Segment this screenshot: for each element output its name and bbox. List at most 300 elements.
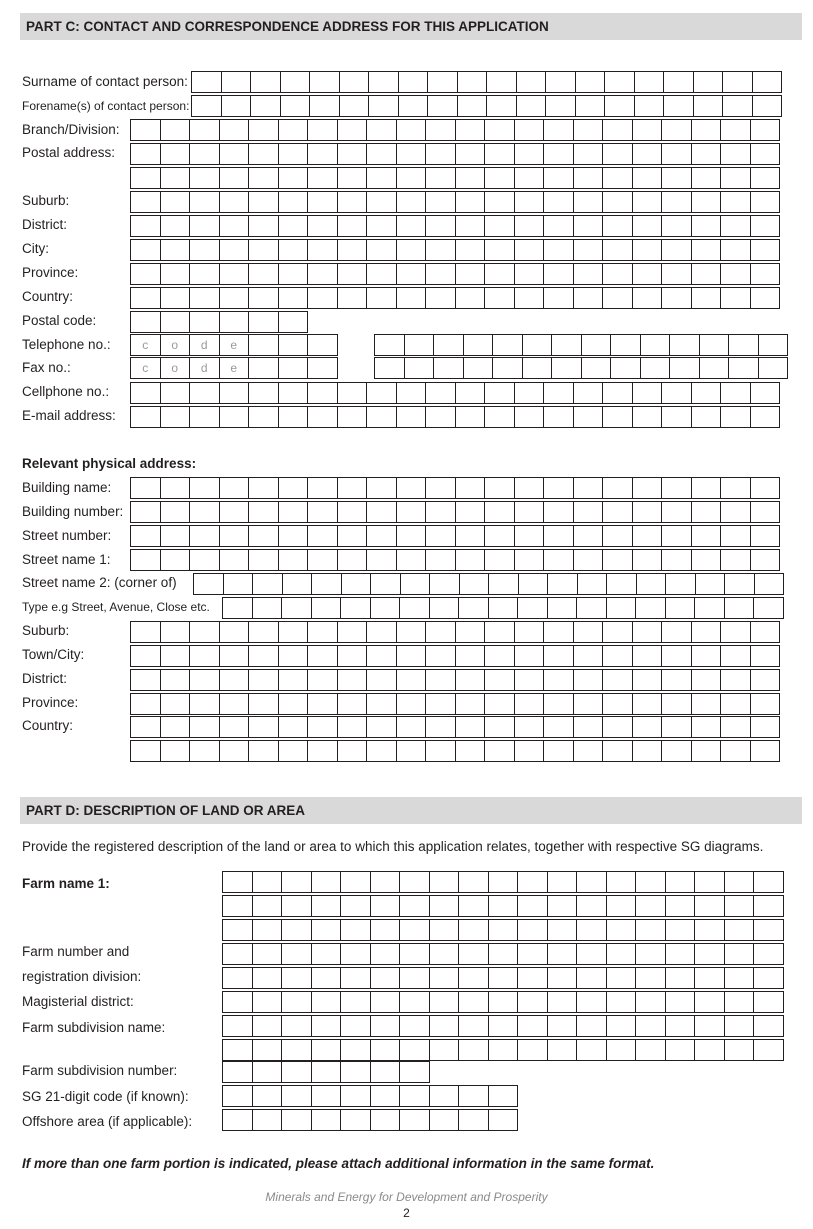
character-box[interactable] (661, 669, 692, 691)
character-box[interactable] (720, 191, 751, 213)
character-box[interactable] (370, 1109, 401, 1131)
character-box[interactable] (278, 382, 309, 404)
character-box[interactable] (632, 191, 663, 213)
character-box[interactable] (252, 1015, 283, 1037)
character-box[interactable] (252, 895, 283, 917)
character-box[interactable] (573, 740, 604, 762)
character-box[interactable] (691, 406, 722, 428)
character-box[interactable] (311, 597, 342, 619)
character-box[interactable] (130, 501, 161, 523)
subdivision-name-field-2[interactable] (222, 1039, 784, 1061)
character-box[interactable] (191, 95, 222, 117)
character-box[interactable] (577, 573, 608, 595)
character-box[interactable] (720, 406, 751, 428)
character-box[interactable] (573, 501, 604, 523)
character-box[interactable] (484, 525, 515, 547)
character-box[interactable] (399, 967, 430, 989)
surname-field[interactable] (191, 71, 782, 93)
character-box[interactable] (219, 693, 250, 715)
character-box[interactable] (368, 95, 399, 117)
postal-address-field-1[interactable] (130, 143, 780, 165)
character-box[interactable] (130, 406, 161, 428)
character-box[interactable] (694, 1015, 725, 1037)
character-box[interactable] (575, 71, 606, 93)
character-box[interactable] (547, 991, 578, 1013)
character-box[interactable] (340, 991, 371, 1013)
character-box[interactable] (547, 573, 578, 595)
character-box[interactable] (425, 382, 456, 404)
character-box[interactable] (543, 263, 574, 285)
character-box[interactable] (307, 406, 338, 428)
character-box[interactable] (691, 740, 722, 762)
character-box[interactable] (635, 919, 666, 941)
character-box[interactable] (750, 525, 781, 547)
character-box[interactable] (632, 239, 663, 261)
character-box[interactable] (311, 871, 342, 893)
character-box[interactable] (219, 549, 250, 571)
character-box[interactable] (399, 1015, 430, 1037)
character-box[interactable] (455, 669, 486, 691)
character-box[interactable] (750, 143, 781, 165)
character-box[interactable] (248, 477, 279, 499)
character-box[interactable] (573, 287, 604, 309)
character-box[interactable] (425, 167, 456, 189)
character-box[interactable] (396, 382, 427, 404)
character-box[interactable] (398, 71, 429, 93)
character-box[interactable] (455, 167, 486, 189)
street-name-2-field[interactable] (193, 573, 784, 595)
character-box[interactable] (340, 1039, 371, 1061)
character-box[interactable] (219, 477, 250, 499)
character-box[interactable] (602, 215, 633, 237)
character-box[interactable] (635, 1015, 666, 1037)
cellphone-field[interactable] (130, 382, 780, 404)
character-box[interactable] (691, 287, 722, 309)
character-box[interactable] (724, 919, 755, 941)
character-box[interactable] (750, 382, 781, 404)
character-box[interactable] (488, 919, 519, 941)
character-box[interactable] (517, 871, 548, 893)
character-box[interactable] (248, 716, 279, 738)
character-box[interactable] (543, 477, 574, 499)
character-box[interactable] (691, 716, 722, 738)
character-box[interactable] (248, 621, 279, 643)
character-box[interactable] (661, 119, 692, 141)
character-box[interactable] (632, 693, 663, 715)
character-box[interactable] (248, 382, 279, 404)
character-box[interactable] (753, 597, 784, 619)
character-box[interactable] (252, 919, 283, 941)
character-box[interactable] (488, 991, 519, 1013)
character-box[interactable] (484, 549, 515, 571)
street-number-field[interactable] (130, 525, 780, 547)
character-box[interactable] (399, 871, 430, 893)
character-box[interactable]: c (130, 334, 161, 356)
telephone-number-field[interactable] (374, 334, 788, 356)
character-box[interactable] (455, 406, 486, 428)
branch-field[interactable] (130, 119, 780, 141)
character-box[interactable] (455, 287, 486, 309)
character-box[interactable] (634, 71, 665, 93)
city-field[interactable] (130, 239, 780, 261)
character-box[interactable] (429, 1039, 460, 1061)
character-box[interactable] (517, 943, 548, 965)
character-box[interactable] (130, 716, 161, 738)
character-box[interactable] (543, 143, 574, 165)
character-box[interactable] (160, 549, 191, 571)
character-box[interactable] (130, 525, 161, 547)
character-box[interactable] (602, 263, 633, 285)
character-box[interactable] (130, 215, 161, 237)
character-box[interactable] (340, 919, 371, 941)
character-box[interactable] (219, 740, 250, 762)
character-box[interactable] (191, 71, 222, 93)
character-box[interactable] (281, 943, 312, 965)
character-box[interactable] (311, 1061, 342, 1083)
character-box[interactable] (425, 740, 456, 762)
character-box[interactable] (573, 191, 604, 213)
character-box[interactable] (281, 1015, 312, 1037)
character-box[interactable] (433, 357, 464, 379)
character-box[interactable] (606, 597, 637, 619)
character-box[interactable] (248, 740, 279, 762)
character-box[interactable] (602, 501, 633, 523)
character-box[interactable] (758, 357, 789, 379)
character-box[interactable] (458, 943, 489, 965)
character-box[interactable] (278, 191, 309, 213)
character-box[interactable] (160, 287, 191, 309)
character-box[interactable] (370, 1061, 401, 1083)
farm-name-field-1[interactable] (222, 871, 784, 893)
character-box[interactable] (517, 597, 548, 619)
character-box[interactable] (606, 895, 637, 917)
character-box[interactable] (281, 1039, 312, 1061)
character-box[interactable] (366, 167, 397, 189)
character-box[interactable] (724, 895, 755, 917)
character-box[interactable] (189, 525, 220, 547)
character-box[interactable] (311, 573, 342, 595)
character-box[interactable] (573, 477, 604, 499)
character-box[interactable] (219, 263, 250, 285)
character-box[interactable] (160, 191, 191, 213)
character-box[interactable] (753, 871, 784, 893)
character-box[interactable] (720, 669, 751, 691)
character-box[interactable] (661, 167, 692, 189)
character-box[interactable] (602, 549, 633, 571)
character-box[interactable] (661, 525, 692, 547)
character-box[interactable] (370, 991, 401, 1013)
character-box[interactable] (602, 167, 633, 189)
character-box[interactable] (278, 693, 309, 715)
suburb-field[interactable] (130, 191, 780, 213)
character-box[interactable] (189, 143, 220, 165)
character-box[interactable] (728, 357, 759, 379)
character-box[interactable] (248, 167, 279, 189)
character-box[interactable] (694, 597, 725, 619)
character-box[interactable] (463, 334, 494, 356)
character-box[interactable] (665, 573, 696, 595)
character-box[interactable] (691, 239, 722, 261)
character-box[interactable] (573, 263, 604, 285)
character-box[interactable] (635, 967, 666, 989)
character-box[interactable] (374, 334, 405, 356)
character-box[interactable] (750, 287, 781, 309)
character-box[interactable] (340, 871, 371, 893)
character-box[interactable] (488, 1109, 519, 1131)
character-box[interactable] (278, 119, 309, 141)
character-box[interactable] (307, 669, 338, 691)
character-box[interactable] (366, 119, 397, 141)
character-box[interactable] (130, 693, 161, 715)
character-box[interactable] (455, 382, 486, 404)
character-box[interactable] (366, 191, 397, 213)
character-box[interactable] (517, 991, 548, 1013)
physical-country-field-1[interactable] (130, 716, 780, 738)
character-box[interactable] (750, 167, 781, 189)
farm-number-field-2[interactable] (222, 967, 784, 989)
character-box[interactable] (160, 693, 191, 715)
character-box[interactable] (463, 357, 494, 379)
character-box[interactable] (606, 991, 637, 1013)
character-box[interactable] (396, 645, 427, 667)
character-box[interactable] (307, 645, 338, 667)
character-box[interactable] (665, 1015, 696, 1037)
character-box[interactable] (750, 693, 781, 715)
character-box[interactable] (691, 143, 722, 165)
character-box[interactable] (222, 967, 253, 989)
character-box[interactable] (281, 1061, 312, 1083)
character-box[interactable] (366, 477, 397, 499)
character-box[interactable] (573, 525, 604, 547)
character-box[interactable] (484, 215, 515, 237)
character-box[interactable] (429, 1015, 460, 1037)
character-box[interactable] (307, 549, 338, 571)
character-box[interactable] (455, 215, 486, 237)
character-box[interactable] (399, 597, 430, 619)
character-box[interactable] (602, 525, 633, 547)
character-box[interactable] (278, 549, 309, 571)
character-box[interactable] (222, 871, 253, 893)
character-box[interactable] (429, 967, 460, 989)
character-box[interactable] (602, 621, 633, 643)
postal-address-field-2[interactable] (130, 167, 780, 189)
character-box[interactable] (691, 382, 722, 404)
character-box[interactable] (458, 1109, 489, 1131)
character-box[interactable] (602, 716, 633, 738)
character-box[interactable] (339, 95, 370, 117)
character-box[interactable] (366, 669, 397, 691)
character-box[interactable] (458, 1039, 489, 1061)
character-box[interactable] (750, 716, 781, 738)
character-box[interactable] (632, 501, 663, 523)
character-box[interactable] (484, 167, 515, 189)
character-box[interactable] (189, 406, 220, 428)
character-box[interactable] (720, 693, 751, 715)
character-box[interactable] (160, 740, 191, 762)
character-box[interactable] (724, 1015, 755, 1037)
character-box[interactable] (307, 143, 338, 165)
character-box[interactable] (427, 71, 458, 93)
character-box[interactable] (573, 406, 604, 428)
telephone-code-field[interactable] (130, 334, 338, 356)
character-box[interactable] (337, 716, 368, 738)
character-box[interactable] (602, 239, 633, 261)
character-box[interactable] (425, 549, 456, 571)
character-box[interactable] (693, 95, 724, 117)
character-box[interactable] (514, 693, 545, 715)
character-box[interactable] (753, 1039, 784, 1061)
character-box[interactable] (337, 621, 368, 643)
character-box[interactable] (160, 525, 191, 547)
character-box[interactable] (399, 991, 430, 1013)
character-box[interactable] (248, 191, 279, 213)
character-box[interactable] (130, 167, 161, 189)
character-box[interactable] (573, 119, 604, 141)
character-box[interactable] (458, 919, 489, 941)
character-box[interactable] (250, 71, 281, 93)
character-box[interactable] (278, 215, 309, 237)
character-box[interactable] (602, 477, 633, 499)
character-box[interactable] (307, 477, 338, 499)
character-box[interactable] (547, 1039, 578, 1061)
character-box[interactable] (661, 477, 692, 499)
character-box[interactable] (219, 525, 250, 547)
character-box[interactable] (547, 967, 578, 989)
character-box[interactable] (604, 95, 635, 117)
character-box[interactable] (252, 1039, 283, 1061)
character-box[interactable] (753, 967, 784, 989)
character-box[interactable] (307, 287, 338, 309)
character-box[interactable] (189, 645, 220, 667)
character-box[interactable] (248, 143, 279, 165)
fax-number-field[interactable] (374, 357, 788, 379)
character-box[interactable] (366, 693, 397, 715)
character-box[interactable] (400, 573, 431, 595)
character-box[interactable] (219, 669, 250, 691)
character-box[interactable] (669, 357, 700, 379)
character-box[interactable] (311, 1039, 342, 1061)
character-box[interactable] (514, 143, 545, 165)
character-box[interactable] (640, 357, 671, 379)
character-box[interactable] (307, 693, 338, 715)
character-box[interactable] (488, 573, 519, 595)
magisterial-district-field[interactable] (222, 991, 784, 1013)
character-box[interactable] (219, 191, 250, 213)
character-box[interactable] (750, 477, 781, 499)
farm-name-field-3[interactable] (222, 919, 784, 941)
character-box[interactable] (160, 215, 191, 237)
character-box[interactable] (514, 263, 545, 285)
character-box[interactable] (219, 287, 250, 309)
character-box[interactable] (399, 1061, 430, 1083)
character-box[interactable] (514, 287, 545, 309)
character-box[interactable] (457, 71, 488, 93)
character-box[interactable] (752, 71, 783, 93)
character-box[interactable] (665, 991, 696, 1013)
character-box[interactable] (160, 167, 191, 189)
character-box[interactable] (722, 71, 753, 93)
character-box[interactable] (602, 693, 633, 715)
character-box[interactable] (573, 382, 604, 404)
character-box[interactable] (337, 669, 368, 691)
character-box[interactable] (250, 95, 281, 117)
character-box[interactable] (337, 740, 368, 762)
character-box[interactable] (455, 119, 486, 141)
character-box[interactable] (248, 549, 279, 571)
character-box[interactable] (573, 669, 604, 691)
character-box[interactable] (632, 215, 663, 237)
character-box[interactable] (661, 501, 692, 523)
character-box[interactable] (632, 167, 663, 189)
character-box[interactable] (488, 1015, 519, 1037)
character-box[interactable] (425, 621, 456, 643)
character-box[interactable] (221, 95, 252, 117)
character-box[interactable] (753, 943, 784, 965)
character-box[interactable] (635, 943, 666, 965)
character-box[interactable] (219, 382, 250, 404)
character-box[interactable] (219, 716, 250, 738)
character-box[interactable] (281, 919, 312, 941)
character-box[interactable] (425, 239, 456, 261)
character-box[interactable] (640, 334, 671, 356)
character-box[interactable] (309, 71, 340, 93)
character-box[interactable] (754, 573, 785, 595)
character-box[interactable] (492, 334, 523, 356)
character-box[interactable] (517, 967, 548, 989)
character-box[interactable] (484, 669, 515, 691)
character-box[interactable] (699, 334, 730, 356)
character-box[interactable] (581, 334, 612, 356)
character-box[interactable] (455, 263, 486, 285)
character-box[interactable] (602, 191, 633, 213)
character-box[interactable] (691, 549, 722, 571)
character-box[interactable] (189, 311, 220, 333)
character-box[interactable] (222, 919, 253, 941)
character-box[interactable] (694, 943, 725, 965)
character-box[interactable] (694, 871, 725, 893)
character-box[interactable] (455, 143, 486, 165)
character-box[interactable] (665, 967, 696, 989)
character-box[interactable] (160, 382, 191, 404)
character-box[interactable] (307, 119, 338, 141)
character-box[interactable] (396, 263, 427, 285)
character-box[interactable] (458, 991, 489, 1013)
character-box[interactable] (720, 382, 751, 404)
character-box[interactable] (340, 943, 371, 965)
character-box[interactable] (278, 716, 309, 738)
character-box[interactable] (222, 1039, 253, 1061)
character-box[interactable] (602, 143, 633, 165)
character-box[interactable] (665, 597, 696, 619)
character-box[interactable] (307, 334, 338, 356)
character-box[interactable] (486, 95, 517, 117)
character-box[interactable] (514, 477, 545, 499)
character-box[interactable] (278, 143, 309, 165)
character-box[interactable] (543, 716, 574, 738)
character-box[interactable] (665, 919, 696, 941)
character-box[interactable]: o (160, 334, 191, 356)
character-box[interactable] (632, 287, 663, 309)
character-box[interactable] (366, 645, 397, 667)
character-box[interactable] (576, 967, 607, 989)
character-box[interactable] (337, 382, 368, 404)
character-box[interactable] (575, 95, 606, 117)
character-box[interactable] (429, 919, 460, 941)
character-box[interactable] (396, 143, 427, 165)
character-box[interactable] (514, 645, 545, 667)
character-box[interactable] (606, 871, 637, 893)
character-box[interactable] (130, 287, 161, 309)
